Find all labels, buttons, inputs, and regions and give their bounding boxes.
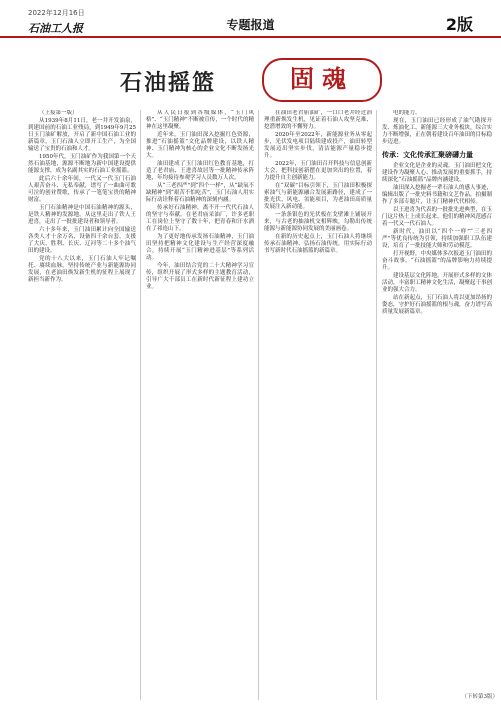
column-4 bbox=[382, 110, 492, 700]
page-number: 2版 bbox=[445, 15, 473, 34]
paragraph: 打开视野，中央媒体多次报道玉门油田的奋斗故事，“石油摇篮”的品牌影响力持续提升。 bbox=[382, 251, 492, 271]
paragraph: 为了更好地传承发扬石油精神，玉门油田坚持把精神文化建设与生产经营深度融合，持续开展“玉门精神进基层”等系列活动。 bbox=[146, 234, 254, 261]
paragraph: 从1939年8月11日，老一井开发油泉，到建国前的石油工业残局，到1949年9月25日玉门油矿解放，开启了新中国石油工业的新篇章，玉门石油人立即开工生产，为全国输送了宝贵的石油和人才。 bbox=[28, 118, 136, 152]
paragraph: 从人民日报到各级媒体，“玉门风格”、“玉门精神”不断被宣传，一个时代的精神在这里凝聚。 bbox=[146, 110, 254, 130]
column-2 bbox=[146, 110, 254, 700]
section-title: 专题报道 bbox=[226, 18, 275, 32]
paragraph: 站在新起点，玉门石油人将以更加昂扬的姿态，守护好石油摇篮的根与魂，奋力谱写高质量发展新篇章。 bbox=[382, 295, 492, 315]
paragraph: 传承好石油精神，离不开一代代石油人的坚守与奉献。在老君庙采油厂，许多老职工在岗位上坚守了数十年，把青春和汗水洒在了祁连山下。 bbox=[146, 205, 254, 232]
paragraph: 玉门石油精神是中国石油精神的源头，是铁人精神的发源地。从这里走出了铁人王进喜，走出了一批批建设者和领导者。 bbox=[28, 205, 136, 225]
article-body bbox=[28, 110, 498, 700]
column-3 bbox=[264, 110, 372, 700]
paragraph: 油田建成了玉门油田红色教育基地，打造了老君庙、王进喜故居等一批精神传承阵地，年均接待参观学习人员数万人次。 bbox=[146, 161, 254, 181]
paragraph: 2022年，玉门油田召开科技与信息创新大会，把科技创新摆在更加突出的位置，着力提升自主创新能力。 bbox=[264, 161, 372, 181]
paragraph: 从“三老四严”到“四个一样”，从“缺氧不缺精神”到“艰苦不怕吃苦”，玉门石油人用实际行动诠释着石油精神的深刻内涵。 bbox=[146, 183, 254, 203]
column-divider bbox=[258, 110, 259, 700]
paragraph: 六十多年来，玉门油田累计向全国输送各类人才十余万名、设备四千余台套，支援了大庆、胜利、长庆、辽河等二十多个油气田的建设。 bbox=[28, 227, 136, 254]
feature-banner bbox=[0, 58, 501, 98]
paragraph: 电的能力。 bbox=[393, 110, 421, 116]
column-divider bbox=[376, 110, 377, 700]
issue-date: 2022年12月16日 bbox=[28, 9, 85, 17]
paragraph: （上接第一版） bbox=[39, 110, 78, 116]
section-subhead: 传承：文化传承汇聚磅礴力量 bbox=[382, 150, 473, 159]
newspaper-name: 石油工人报 bbox=[28, 22, 83, 35]
column-divider bbox=[140, 110, 141, 700]
paragraph: 一条条银色的光伏板在戈壁滩上铺展开来，与古老的抽油机交相辉映，勾勒出传统能源与新能源协同发展的美丽画卷。 bbox=[264, 212, 372, 232]
paragraph: 党的十八大以来，玉门石油人牢记嘱托、赓续血脉，坚持传统产业与新能源协同发展，在老油田焕发新生机的征程上展现了新担当新作为。 bbox=[28, 256, 136, 283]
paragraph: 油田深入挖掘老一辈石油人的感人事迹，编辑出版了一批史料书籍和文艺作品，拍摄制作了多部专题片，让玉门精神代代相传。 bbox=[382, 185, 492, 205]
paragraph: 近年来，玉门油田深入挖掘红色资源，推进“石油摇篮”文化品牌建设，以铁人精神、玉门精神为核心的企业文化不断发扬光大。 bbox=[146, 132, 254, 159]
masthead bbox=[0, 0, 501, 38]
paragraph: 今年，油田结合党的二十大精神学习宣传，组织开展了形式多样的主题教育活动，引导广大干部员工在新时代新征程上建功立业。 bbox=[146, 263, 254, 290]
paragraph: 此后六十余年间，一代又一代玉门石油人艰苦奋斗、无私奉献，谱写了一曲曲可歌可泣的创业赞歌，传承了一笔笔宝贵的精神财富。 bbox=[28, 176, 136, 203]
paragraph: 在新的历史起点上，玉门石油人将继续传承石油精神、弘扬石油传统，用实际行动书写新时代石油摇篮的新篇章。 bbox=[264, 234, 372, 254]
paragraph: 以王进喜为代表的一批批先进典型，在玉门这片热土上成长起来，他们的精神风范感召着一代又一代石油人。 bbox=[382, 207, 492, 227]
paragraph: 建设基层文化阵地，开展形式多样的文体活动，丰富职工精神文化生活，凝聚起干事创业的强大合力。 bbox=[382, 273, 492, 293]
paragraph: 现在，玉门油田已经形成了油气勘探开发、炼油化工、新能源三大业务板块，综合实力不断增强，正在朝着建设百年油田的目标稳步迈进。 bbox=[382, 118, 492, 145]
column-1 bbox=[28, 110, 136, 700]
banner-seal-calligraphy: 固魂 bbox=[262, 58, 382, 102]
paragraph: 在油田老君庙油矿，一口口老井经过治理重新焕发生机，见证着石油人攻坚克难、挖潜增效的不懈努力。 bbox=[264, 110, 372, 130]
paragraph: 在“双碳”目标引领下，玉门油田积极探索油气与新能源融合发展新路径，建成了一批光伏、风电、氢能项目，为老油田高质量发展注入新动能。 bbox=[264, 183, 372, 210]
paragraph: 企业文化是企业的灵魂。玉门油田把文化建设作为凝聚人心、推动发展的重要抓手，持续深化“石油摇篮”品牌内涵建设。 bbox=[382, 163, 492, 183]
banner-title: 石油摇篮 bbox=[120, 71, 217, 96]
paragraph: 新时代，油田以“四个一样”“三老四严”等优良传统为引领，持续加强职工队伍建设，培育了一批技能大师和劳动模范。 bbox=[382, 229, 492, 249]
continued-note: （下转第3版） bbox=[461, 694, 498, 700]
paragraph: 2020年至2022年，新能源业务从零起步，光伏发电项目陆续建成投产，油田转型发展迈出坚实步伐，清洁能源产量稳步提升。 bbox=[264, 132, 372, 159]
paragraph: 1950年代，玉门油矿作为我国第一个天然石油基地，源源不断地为新中国建设提供能源支撑，成为名副其实的石油工业摇篮。 bbox=[28, 154, 136, 174]
